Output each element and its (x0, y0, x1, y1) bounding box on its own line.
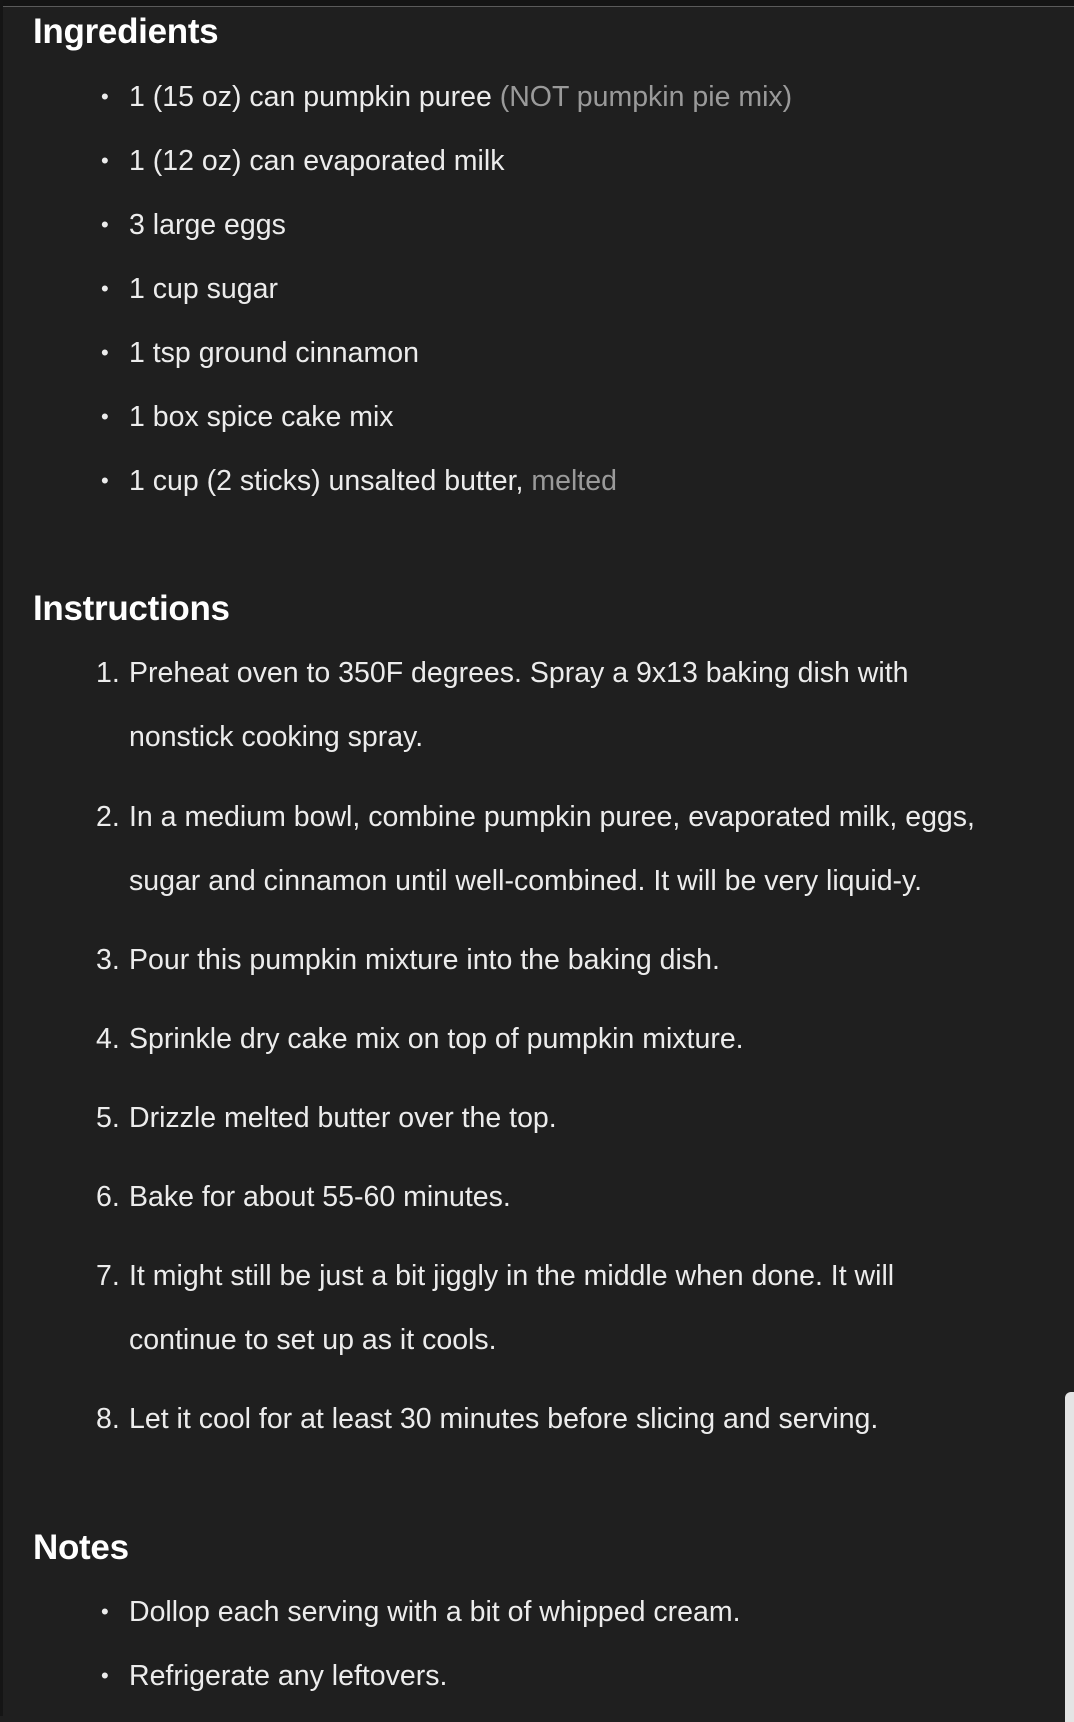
instruction-step (96, 1244, 895, 1308)
ingredient-item (101, 449, 617, 513)
instruction-step (96, 928, 720, 992)
step-text: Pour this pumpkin mixture into the baking dish. (129, 944, 720, 976)
ingredient-text: 1 (12 oz) can evaporated milk (129, 145, 505, 177)
step-text: Preheat oven to 350F degrees. Spray a 9x13 baking dish with (129, 657, 909, 689)
instruction-step (96, 1165, 511, 1229)
instruction-step (96, 641, 909, 705)
ingredient-note: melted (523, 465, 617, 497)
step-text: nonstick cooking spray. (129, 721, 424, 753)
ingredient-text: 1 cup sugar (129, 273, 278, 305)
step-number: 4. (96, 1023, 120, 1055)
ingredient-item (101, 129, 505, 193)
bullet-icon: • (101, 468, 109, 493)
bullet-icon: • (101, 276, 109, 301)
step-number: 2. (96, 801, 120, 833)
left-edge (0, 0, 3, 1716)
step-text: continue to set up as it cools. (129, 1324, 497, 1356)
note-item (101, 1580, 741, 1644)
instructions-heading: Instructions (33, 589, 230, 628)
bullet-icon: • (101, 84, 109, 109)
ingredient-text: 1 box spice cake mix (129, 401, 394, 433)
step-text: Sprinkle dry cake mix on top of pumpkin mixture. (129, 1023, 744, 1055)
top-border (0, 0, 1074, 7)
bullet-icon: • (101, 212, 109, 237)
ingredient-text: 1 (15 oz) can pumpkin puree (129, 81, 492, 113)
step-text: Bake for about 55-60 minutes. (129, 1181, 511, 1213)
note-text: Refrigerate any leftovers. (129, 1660, 448, 1692)
step-number: 6. (96, 1181, 120, 1213)
scrollbar[interactable] (1065, 1392, 1074, 1722)
bullet-icon: • (101, 1599, 109, 1624)
ingredient-item (101, 321, 419, 385)
step-number: 1. (96, 657, 120, 689)
step-number: 5. (96, 1102, 120, 1134)
step-text: In a medium bowl, combine pumpkin puree, evaporated milk, eggs, (129, 801, 975, 833)
instruction-step (96, 1387, 879, 1451)
ingredient-item (101, 257, 278, 321)
ingredient-text: 1 cup (2 sticks) unsalted butter, (129, 465, 524, 497)
note-item (101, 1644, 448, 1708)
bullet-icon: • (101, 340, 109, 365)
instruction-step-continuation (129, 849, 922, 913)
ingredients-heading: Ingredients (33, 12, 219, 51)
instruction-step-continuation (129, 1308, 497, 1372)
instruction-step (96, 1007, 744, 1071)
step-text: It might still be just a bit jiggly in the middle when done. It will (129, 1260, 895, 1292)
bullet-icon: • (101, 148, 109, 173)
step-number: 3. (96, 944, 120, 976)
ingredient-item (101, 385, 394, 449)
step-text: Let it cool for at least 30 minutes before slicing and serving. (129, 1403, 879, 1435)
step-text: Drizzle melted butter over the top. (129, 1102, 557, 1134)
ingredient-note: (NOT pumpkin pie mix) (491, 81, 793, 113)
ingredient-text: 3 large eggs (129, 209, 286, 241)
ingredient-item (101, 193, 286, 257)
ingredient-item (101, 65, 793, 129)
instruction-step (96, 785, 975, 849)
ingredient-text: 1 tsp ground cinnamon (129, 337, 419, 369)
notes-heading: Notes (33, 1528, 129, 1567)
bullet-icon: • (101, 1663, 109, 1688)
instruction-step-continuation (129, 705, 423, 769)
bullet-icon: • (101, 404, 109, 429)
step-text: sugar and cinnamon until well-combined. It will be very liquid-y. (129, 865, 923, 897)
instruction-step (96, 1086, 557, 1150)
step-number: 7. (96, 1260, 120, 1292)
note-text: Dollop each serving with a bit of whipped cream. (129, 1596, 741, 1628)
step-number: 8. (96, 1403, 120, 1435)
